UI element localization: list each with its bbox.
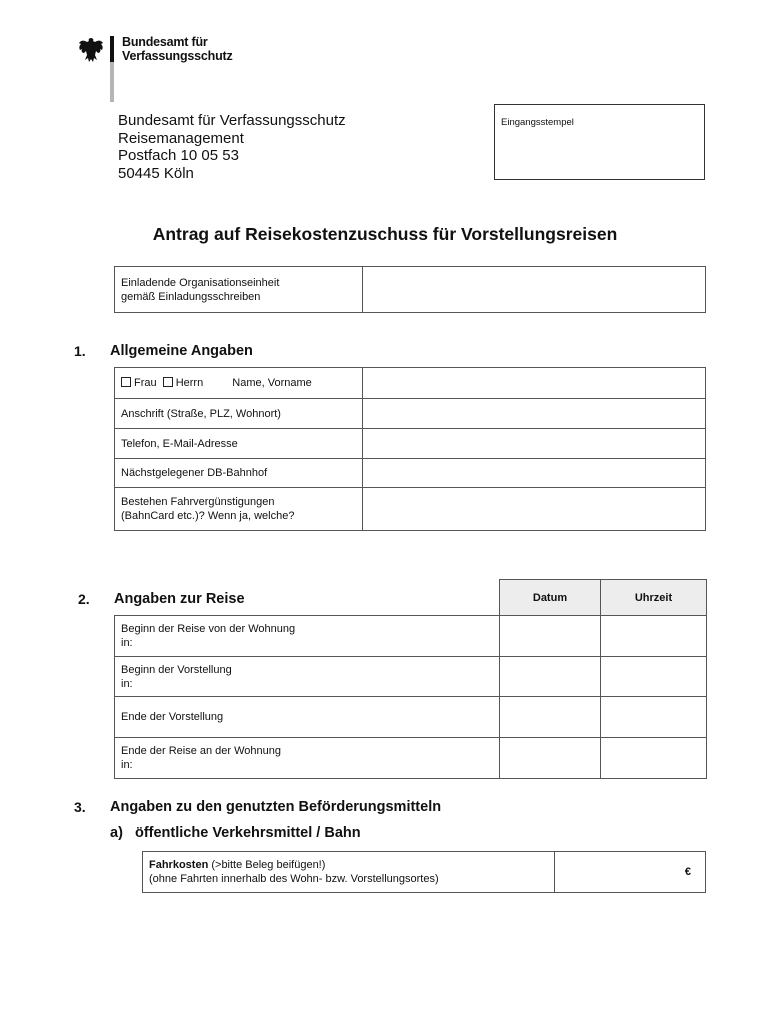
discount-label: Bestehen Fahrvergünstigungen (BahnCard etc.)? Wenn ja, welche? <box>115 488 363 531</box>
interview-end-date-field[interactable] <box>500 697 601 738</box>
section-1-number: 1. <box>74 343 86 359</box>
federal-eagle-icon <box>78 36 104 64</box>
interview-start-label: Beginn der Vorstellung in: <box>115 657 500 697</box>
form-title: Antrag auf Reisekostenzuschuss für Vorstellungsreisen <box>152 224 618 244</box>
time-column-header: Uhrzeit <box>601 580 707 616</box>
station-label: Nächstgelegener DB-Bahnhof <box>115 459 363 488</box>
frau-checkbox[interactable] <box>121 377 131 387</box>
address-field[interactable] <box>363 399 706 429</box>
recipient-address: Bundesamt für Verfassungsschutz Reisemanagement Postfach 10 05 53 50445 Köln <box>118 112 346 182</box>
date-column-header: Datum <box>500 580 601 616</box>
phone-email-field[interactable] <box>363 429 706 459</box>
discount-field[interactable] <box>363 488 706 531</box>
interview-end-time-field[interactable] <box>601 697 707 738</box>
section-2-title: Angaben zur Reise <box>114 591 245 607</box>
interview-start-time-field[interactable] <box>601 657 707 697</box>
section-3-title: Angaben zu den genutzten Beförderungsmitteln <box>110 799 442 815</box>
general-info-table <box>114 367 706 531</box>
org-unit-field[interactable] <box>363 267 706 313</box>
agency-logo-text: Bundesamt für Verfassungsschutz <box>122 35 233 63</box>
stamp-label: Eingangsstempel <box>501 117 574 128</box>
trip-end-label: Ende der Reise an der Wohnung in: <box>115 738 500 779</box>
receipt-stamp-box <box>494 104 705 180</box>
trip-start-time-field[interactable] <box>601 616 707 657</box>
trip-start-label: Beginn der Reise von der Wohnung in: <box>115 616 500 657</box>
section-3-number: 3. <box>74 799 86 815</box>
fare-label: Fahrkosten (>bitte Beleg beifügen!) (ohne Fahrten innerhalb des Wohn- bzw. Vorstellungsortes) <box>143 852 555 893</box>
fare-table <box>142 851 706 893</box>
section-2-number: 2. <box>78 591 90 607</box>
travel-info-table <box>114 579 707 779</box>
logo-bar-flag <box>110 36 114 62</box>
org-unit-label: Einladende Organisationseinheit gemäß Einladungsschreiben <box>115 267 363 313</box>
interview-end-label: Ende der Vorstellung <box>115 697 500 738</box>
interview-start-date-field[interactable] <box>500 657 601 697</box>
phone-email-label: Telefon, E-Mail-Adresse <box>115 429 363 459</box>
org-unit-table <box>114 266 706 313</box>
name-field[interactable] <box>363 368 706 399</box>
trip-end-date-field[interactable] <box>500 738 601 779</box>
herrn-checkbox[interactable] <box>163 377 173 387</box>
section-1-title: Allgemeine Angaben <box>110 343 253 359</box>
salutation-name-label: Frau Herrn Name, Vorname <box>115 368 363 399</box>
section-3a-title: a) öffentliche Verkehrsmittel / Bahn <box>110 825 361 841</box>
trip-start-date-field[interactable] <box>500 616 601 657</box>
euro-symbol: € <box>684 866 691 878</box>
address-label: Anschrift (Straße, PLZ, Wohnort) <box>115 399 363 429</box>
station-field[interactable] <box>363 459 706 488</box>
trip-end-time-field[interactable] <box>601 738 707 779</box>
fare-amount-field[interactable] <box>555 852 706 893</box>
